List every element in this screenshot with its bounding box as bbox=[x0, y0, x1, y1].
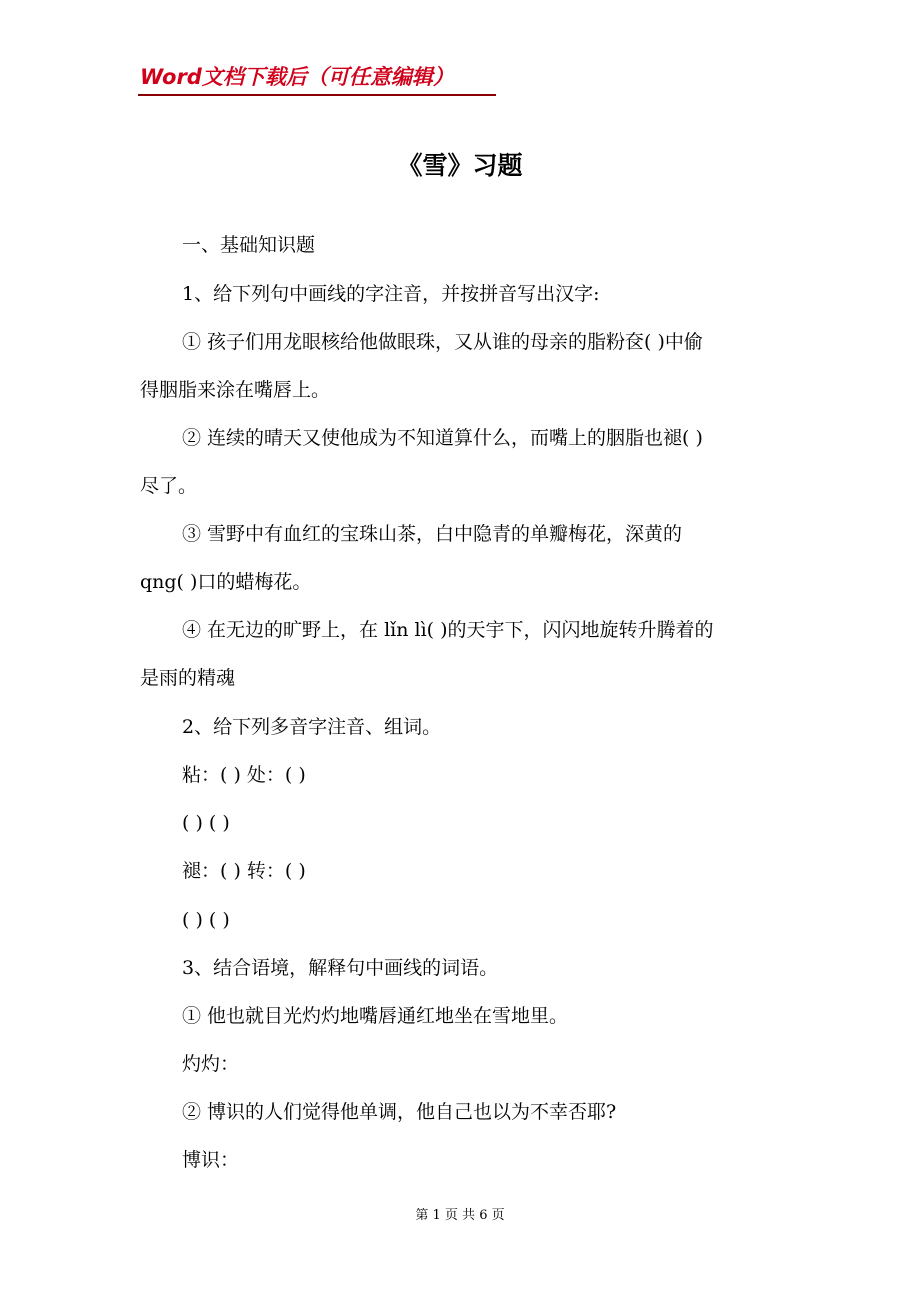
question-1: 1、给下列句中画线的字注音，并按拼音写出汉字: bbox=[182, 283, 600, 305]
q3-item-1-answer: 灼灼： bbox=[182, 1053, 240, 1075]
question-2: 2、给下列多音字注音、组词。 bbox=[182, 716, 442, 738]
q3-item-1: ① 他也就目光灼灼地嘴唇通红地坐在雪地里。 bbox=[182, 1005, 569, 1027]
q1-item-1-cont: 得胭脂来涂在嘴唇上。 bbox=[140, 379, 331, 401]
q1-item-1: ① 孩子们用龙眼核给他做眼珠，又从谁的母亲的脂粉奁( )中偷 bbox=[182, 331, 703, 353]
q2-row-3: 褪：( ) 转：( ) bbox=[182, 860, 306, 882]
q3-item-2: ② 博识的人们觉得他单调，他自己也以为不幸否耶? bbox=[182, 1101, 617, 1123]
q1-item-4: ④ 在无边的旷野上，在 lǐn lì( )的天宇下，闪闪地旋转升腾着的 bbox=[182, 619, 714, 641]
download-header: Word文档下载后（可任意编辑） bbox=[140, 65, 454, 89]
page-number: 第 1 页 共 6 页 bbox=[415, 1208, 505, 1223]
q1-item-4-cont: 是雨的精魂 bbox=[140, 667, 236, 689]
section-heading: 一、基础知识题 bbox=[182, 234, 316, 256]
header-underline bbox=[138, 94, 496, 96]
q2-row-4: ( ) ( ) bbox=[182, 909, 230, 931]
q3-item-2-answer: 博识： bbox=[182, 1149, 240, 1171]
q1-item-3-cont: qng( )口的蜡梅花。 bbox=[140, 571, 312, 593]
q2-row-2: ( ) ( ) bbox=[182, 812, 230, 834]
document-title: 《雪》习题 bbox=[397, 151, 523, 180]
q1-item-2: ② 连续的晴天又使他成为不知道算什么，而嘴上的胭脂也褪( ) bbox=[182, 427, 703, 449]
q1-item-3: ③ 雪野中有血红的宝珠山茶，白中隐青的单瓣梅花，深黄的 bbox=[182, 523, 683, 545]
q2-row-1: 粘：( ) 处：( ) bbox=[182, 764, 306, 786]
q1-item-2-cont: 尽了。 bbox=[140, 475, 198, 497]
question-3: 3、结合语境，解释句中画线的词语。 bbox=[182, 957, 499, 979]
